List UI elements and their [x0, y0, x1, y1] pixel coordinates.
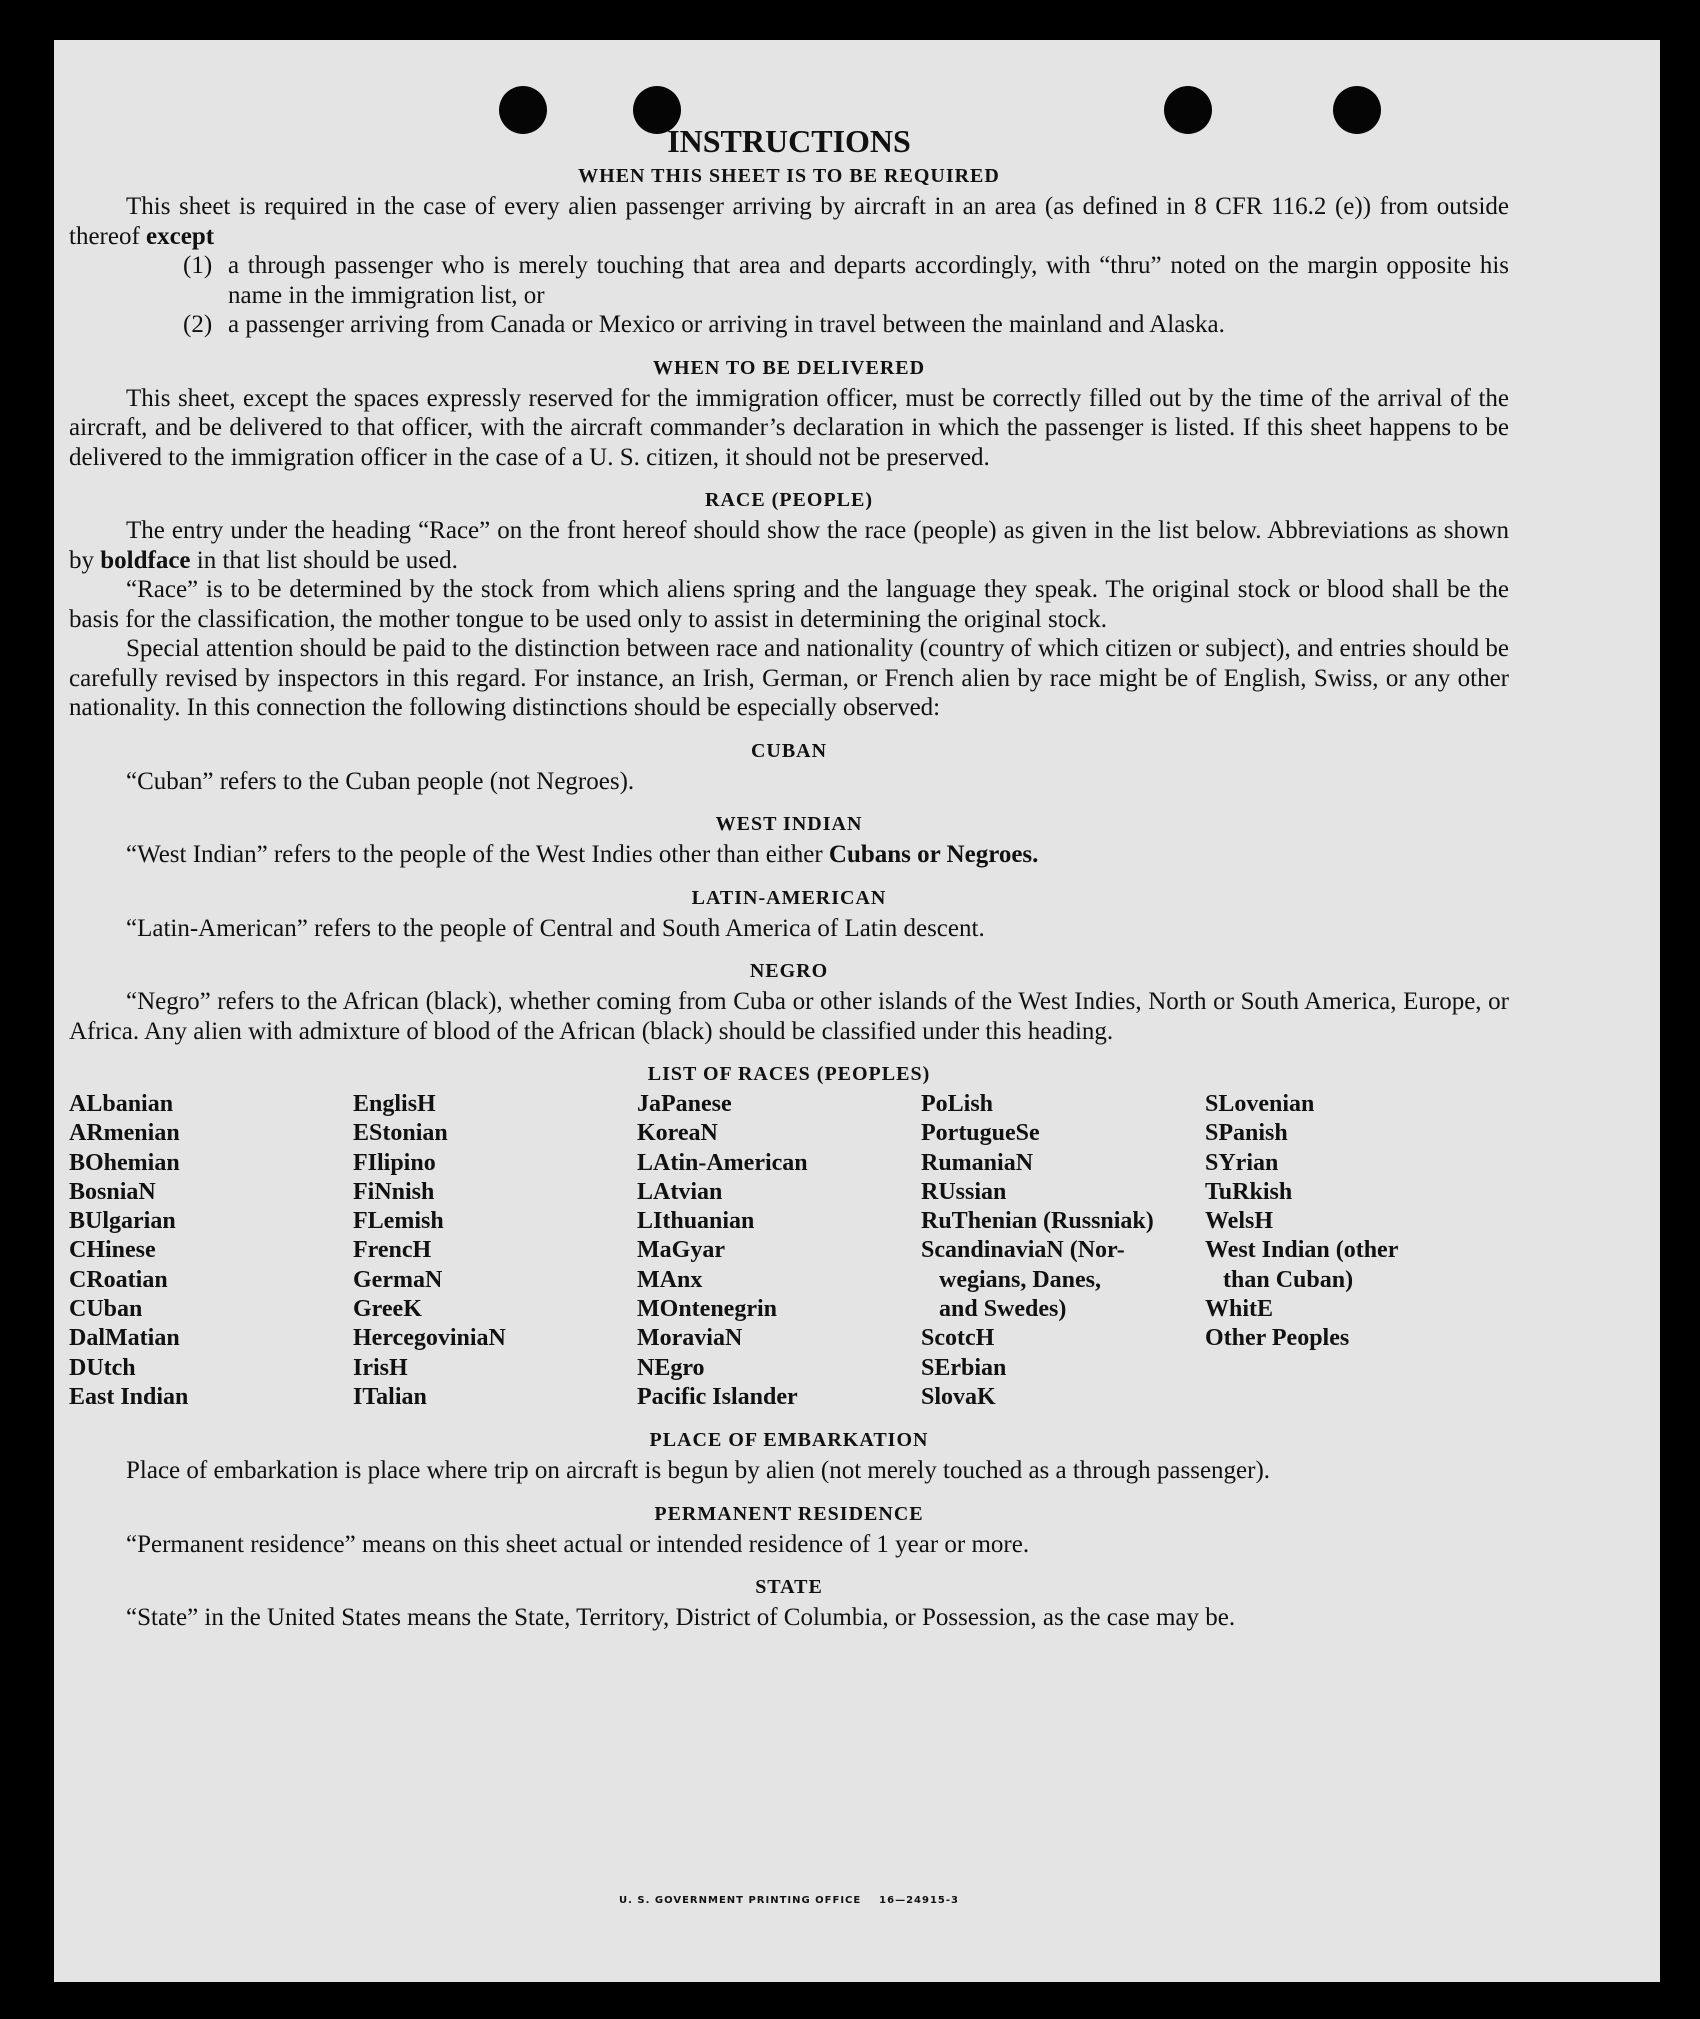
printing-office-footer: U. S. GOVERNMENT PRINTING OFFICE 16—24915-3: [619, 1895, 959, 1906]
race-entry: FiNnish: [353, 1178, 435, 1205]
residence-text: “Permanent residence” means on this sheet actual or intended residence of 1 year or more.: [126, 1530, 1030, 1558]
when-delivered-text: This sheet, except the spaces expressly reserved for the immigration officer, must be correctly filled out by the time of the arrival of the aircraft, and be delivered to that officer, with the aircraft commander’s declaration in which the passenger is listed. If this sheet happens to be delivered to the immigration officer in the case of a U. S. citizen, it should not be preserved.: [69, 384, 1509, 471]
heading-west-indian: WEST INDIAN: [715, 813, 863, 835]
race-entry: BUlgarian: [69, 1208, 176, 1235]
race-entry: wegians, Danes,: [921, 1266, 1102, 1293]
race-entry: FrencH: [353, 1237, 432, 1264]
race-entry: GermaN: [353, 1266, 443, 1293]
heading-latin-american: LATIN-AMERICAN: [691, 886, 887, 909]
race-column: [637, 1090, 921, 1412]
race-entry: MOntenegrin: [637, 1296, 777, 1323]
race-entry: HercegoviniaN: [353, 1325, 506, 1352]
race-entry: BOhemian: [69, 1149, 180, 1176]
race-entry: FLemish: [353, 1208, 444, 1235]
race-entry: NEgro: [637, 1354, 705, 1381]
race-entry: MaGyar: [637, 1237, 725, 1264]
race-entry: BosniaN: [69, 1178, 156, 1205]
race-entry: CHinese: [69, 1237, 156, 1264]
heading-list-of-races: LIST OF RACES (PEOPLES): [647, 1063, 931, 1085]
race-entry: JaPanese: [637, 1091, 732, 1117]
race-entry: and Swedes): [921, 1296, 1067, 1323]
race-entry: SErbian: [921, 1354, 1007, 1381]
race-entry: than Cuban): [1205, 1266, 1354, 1293]
race-entry: RUssian: [921, 1178, 1007, 1205]
heading-when-required: WHEN THIS SHEET IS TO BE REQUIRED: [578, 165, 1000, 187]
race-entry: WhitE: [1205, 1296, 1274, 1323]
race-entry: EStonian: [353, 1120, 448, 1147]
race-entry: ARmenian: [69, 1120, 180, 1147]
exception-item: (1) a through passenger who is merely touching that area and departs accordingly, with “thru” noted on the margin opposite his name in the immigration list, or: [183, 252, 1509, 309]
heading-race: RACE (PEOPLE): [705, 489, 873, 511]
heading-when-delivered: WHEN TO BE DELIVERED: [652, 356, 926, 379]
race-column: [1205, 1090, 1489, 1412]
when-required-intro: This sheet is required in the case of every alien passenger arriving by aircraft in an area (as defined in 8 CFR 116.2 (e)) from outside thereof except: [69, 193, 1509, 250]
race-entry: SlovaK: [921, 1383, 996, 1410]
race-entry: DalMatian: [69, 1325, 180, 1352]
race-entry: FIlipino: [353, 1149, 436, 1176]
heading-permanent-residence: PERMANENT RESIDENCE: [654, 1502, 924, 1525]
race-entry: ScotcH: [921, 1325, 995, 1352]
race-entry: DUtch: [69, 1354, 136, 1381]
race-entry: IrisH: [353, 1354, 408, 1381]
exception-item: (2) a passenger arriving from Canada or Mexico or arriving in travel between the mainland and Alaska.: [183, 311, 1225, 338]
race-entry: SPanish: [1205, 1120, 1288, 1147]
race-entry: TuRkish: [1205, 1178, 1293, 1205]
race-entry: ALbanian: [69, 1091, 174, 1117]
race-list: [69, 1090, 1509, 1412]
race-paragraph: The entry under the heading “Race” on the front hereof should show the race (people) as given in the list below. Abbreviations as shown by boldface in that list should be used.: [69, 517, 1509, 574]
race-entry: East Indian: [69, 1383, 189, 1410]
heading-negro: NEGRO: [749, 960, 829, 982]
race-entry: RuThenian (Russniak): [921, 1208, 1154, 1235]
west-indian-text: “West Indian” refers to the people of the West Indies other than either Cubans or Negroes.: [126, 841, 1039, 868]
race-entry: SLovenian: [1205, 1091, 1315, 1117]
heading-embarkation: PLACE OF EMBARKATION: [649, 1429, 929, 1452]
embarkation-text: Place of embarkation is place where trip on aircraft is begun by alien (not merely touched as a through passenger).: [126, 1457, 1271, 1485]
race-entry: CUban: [69, 1296, 143, 1323]
race-entry: PoLish: [921, 1091, 994, 1117]
latin-american-text: “Latin-American” refers to the people of Central and South America of Latin descent.: [126, 914, 985, 942]
race-entry: Other Peoples: [1205, 1325, 1350, 1352]
race-entry: LAtin-American: [637, 1149, 808, 1176]
state-text: “State” in the United States means the State, Territory, District of Columbia, or Possession, as the case may be.: [126, 1604, 1236, 1632]
race-entry: ScandinaviaN (Nor-: [921, 1237, 1125, 1264]
race-entry: MAnx: [637, 1266, 703, 1293]
heading-state: STATE: [755, 1576, 823, 1599]
race-entry: KoreaN: [637, 1120, 718, 1147]
race-entry: MoraviaN: [637, 1325, 743, 1352]
race-entry: LAtvian: [637, 1178, 723, 1205]
race-entry: Pacific Islander: [637, 1383, 798, 1410]
race-entry: RumaniaN: [921, 1149, 1034, 1176]
race-column: [353, 1090, 637, 1412]
negro-text: “Negro” refers to the African (black), whether coming from Cuba or other islands of the West Indies, North or South America, Europe, or Africa. Any alien with admixture of blood of the African (black) should be classified under this heading.: [69, 988, 1509, 1045]
race-entry: GreeK: [353, 1296, 422, 1323]
instructions-content: [69, 122, 1509, 1633]
page-title: INSTRUCTIONS: [667, 123, 911, 159]
race-entry: LIthuanian: [637, 1208, 755, 1235]
race-entry: CRoatian: [69, 1266, 168, 1293]
race-column: [921, 1090, 1205, 1412]
race-entry: EnglisH: [353, 1091, 436, 1117]
race-column: [69, 1090, 353, 1412]
heading-cuban: CUBAN: [750, 739, 828, 762]
race-paragraph: Special attention should be paid to the distinction between race and nationality (country of which citizen or subject), and entries should be carefully revised by inspectors in this regard. For instance, an Irish, German, or French alien by race might be of English, Swiss, or any other nationality. In this connection the following distinctions should be especially observed:: [69, 635, 1509, 721]
race-entry: West Indian (other: [1205, 1237, 1399, 1264]
race-entry: WelsH: [1205, 1208, 1274, 1235]
race-entry: PortugueSe: [921, 1120, 1040, 1147]
race-entry: SYrian: [1205, 1149, 1279, 1176]
document-sheet: [54, 40, 1660, 1982]
cuban-text: “Cuban” refers to the Cuban people (not Negroes).: [126, 767, 635, 795]
race-entry: ITalian: [353, 1383, 427, 1410]
race-paragraph: “Race” is to be determined by the stock from which aliens spring and the language they speak. The original stock or blood shall be the basis for the classification, the mother tongue to be used only to assist in determining the original stock.: [69, 576, 1509, 633]
